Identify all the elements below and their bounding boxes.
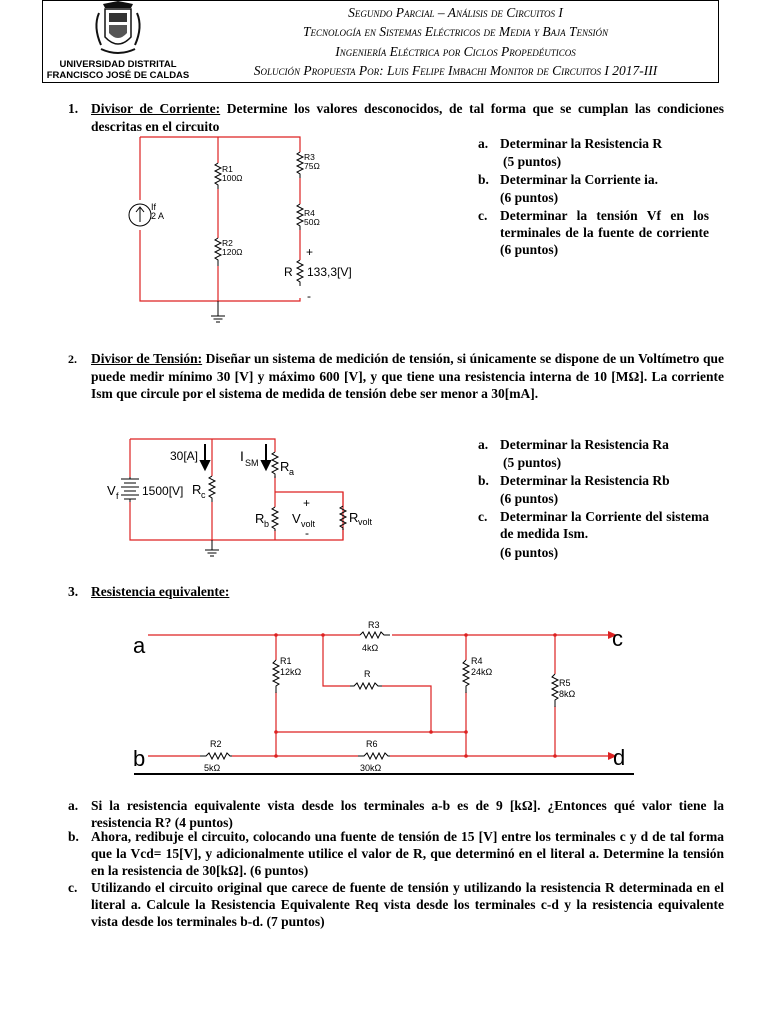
q3-term-c: c [612, 626, 623, 651]
q1-r-voltage: 133,3[V] [307, 265, 352, 279]
q1-r4-value: 50Ω [304, 217, 320, 227]
q1-number: 1. [68, 101, 79, 116]
q3-r5-name: R5 [559, 678, 571, 688]
q3-item-a-letter: a. [68, 798, 79, 813]
q3-r3-value: 4kΩ [362, 643, 379, 653]
q2-item-b-text: Determinar la Resistencia Rb [500, 473, 670, 488]
q1-source-value: 2 A [151, 211, 165, 221]
q2-vf-label: V [107, 483, 116, 498]
q2-rb-label: R [255, 511, 265, 526]
q1-item-a-letter: a. [478, 136, 489, 151]
university-logo [43, 1, 193, 84]
q2-item-a-letter: a. [478, 437, 489, 452]
header-line-4: Solución Propuesta Por: Luis Felipe Imbachi Monitor de Circuitos I 2017-III [253, 63, 658, 78]
q3-circuit [128, 620, 648, 780]
q1-title: Divisor de Corriente: [91, 101, 221, 116]
q2-rc-label: R [192, 482, 202, 497]
q2-statement [91, 350, 724, 403]
q2-plus: + [303, 496, 311, 510]
university-name-line2: FRANCISCO JOSÉ DE CALDAS [46, 70, 190, 81]
q1-source-name: If [151, 202, 157, 212]
header-line-3: Ingeniería Eléctrica por Ciclos Propedéuticos [335, 44, 576, 59]
q2-item-c-text: Determinar la Corriente del sistema de medida Ism. [500, 509, 709, 541]
q2-item-a-points: (5 puntos) [503, 455, 562, 470]
q2-ra-sub: a [289, 467, 295, 477]
q2-vvolt-sub: volt [301, 519, 316, 529]
q1-r2-name: R2 [222, 238, 233, 248]
q2-ism-sub: SM [245, 458, 259, 468]
q1-minus: - [307, 289, 311, 303]
q2-ism-label: I [240, 448, 244, 464]
q1-text: Determine los valores desconocidos, de tal forma que se cumplan las condiciones descritas en el circuito [91, 101, 724, 134]
q3-item-b-text: Ahora, redibuje el circuito, colocando una fuente de tensión de 15 [V] entre los terminales c y d de tal forma que la Vcd= 15[V], y adicionalmente utilice el valor de R, que determinó en el literal a. Determine la tensión en la resistencia de 30[kΩ]. (6 puntos) [91, 829, 724, 878]
q3-title: Resistencia equivalente: [91, 584, 230, 599]
q3-item-c-text: Utilizando el circuito original que carece de fuente de tensión y utilizando la resistencia R determinada en el literal a. Calcule la Resistencia Equivalente Req vista desde los terminales c-d y la resistencia equivalente vista desde los terminales b-d. (7 puntos) [91, 880, 724, 929]
university-name-line1: UNIVERSIDAD DISTRITAL [59, 59, 177, 70]
q2-item-c-letter: c. [478, 509, 488, 524]
battery-icon [121, 479, 139, 499]
q2-minus: - [305, 526, 309, 540]
q3-item-a-text: Si la resistencia equivalente vista desde los terminales a-b es de 9 [kΩ]. ¿Entonces qué valor tiene la resistencia R? (4 puntos) [91, 798, 724, 830]
q2-vvolt-label: V [292, 511, 301, 526]
q3-item-b-letter: b. [68, 829, 79, 844]
q2-title: Divisor de Tensión: [91, 351, 203, 366]
header-line-1: Segundo Parcial – Análisis de Circuitos I [348, 5, 563, 20]
q3-r2-name: R2 [210, 739, 222, 749]
q3-r4-value: 24kΩ [471, 667, 493, 677]
q2-item-b-letter: b. [478, 473, 489, 488]
q3-r-name: R [364, 669, 371, 679]
q3-r6-name: R6 [366, 739, 378, 749]
q3-item-c-letter: c. [68, 880, 78, 895]
q1-r1-name: R1 [222, 164, 233, 174]
q2-rb-sub: b [264, 519, 270, 529]
q3-r6-value: 30kΩ [360, 763, 382, 773]
q3-r4-name: R4 [471, 656, 483, 666]
q2-ra-label: R [280, 459, 290, 474]
q2-item-b-points: (6 puntos) [500, 491, 559, 506]
q3-number: 3. [68, 584, 79, 599]
q3-r1-value: 12kΩ [280, 667, 302, 677]
q1-r1-value: 100Ω [222, 173, 243, 183]
q2-current-label: 30[A] [170, 449, 199, 463]
q1-r-name: R [284, 265, 293, 279]
q2-vf-sub: f [116, 491, 119, 501]
q1-r4-name: R4 [304, 208, 315, 218]
q1-circuit [110, 130, 352, 330]
q2-rvolt-sub-text: volt [358, 517, 373, 527]
q3-r2-value: 5kΩ [204, 763, 221, 773]
q1-item-a-points: (5 puntos) [503, 154, 562, 169]
q1-item-c-letter: c. [478, 208, 488, 223]
q2-number: 2. [68, 352, 77, 366]
q2-rvolt-label: R [349, 510, 359, 525]
q3-term-d: d [613, 745, 626, 770]
q1-item-c-text: Determinar la tensión Vf en los terminales de la fuente de corriente (6 puntos) [500, 208, 709, 257]
q1-r3-value: 75Ω [304, 161, 320, 171]
q3-term-b: b [133, 746, 146, 771]
q2-item-a-text: Determinar la Resistencia Ra [500, 437, 669, 452]
q3-r3-name: R3 [368, 620, 380, 630]
q3-r5-value: 8kΩ [559, 689, 576, 699]
q1-plus: + [306, 245, 314, 259]
q1-item-b-letter: b. [478, 172, 489, 187]
crest-icon [43, 1, 193, 61]
header-line-2: Tecnología en Sistemas Eléctricos de Media y Baja Tensión [303, 24, 608, 39]
q1-item-b-points: (6 puntos) [500, 190, 559, 205]
q1-item-b-text: Determinar la Corriente ia. [500, 172, 658, 187]
q3-term-a: a [133, 633, 146, 658]
q1-r2-value: 120Ω [222, 247, 243, 257]
q2-text: Diseñar un sistema de medición de tensión, si únicamente se dispone de un Voltímetro que puede medir mínimo 30 [V] y máximo 600 [V], y que tiene una resistencia interna de 10 [MΩ]. La corriente Ism que circule por el sistema de medida de tensión debe ser menor a 30[mA]. [91, 351, 724, 401]
header-box [42, 0, 719, 83]
q2-rc-sub: c [201, 490, 206, 500]
ground-icon [205, 540, 219, 556]
q1-r3-name: R3 [304, 152, 315, 162]
q2-item-c-points: (6 puntos) [500, 545, 559, 560]
q3-r1-name: R1 [280, 656, 292, 666]
ground-icon [211, 301, 225, 322]
q2-vf-value: 1500[V] [142, 484, 184, 498]
q1-item-a-text: Determinar la Resistencia R [500, 136, 663, 151]
q2-circuit [100, 432, 360, 562]
